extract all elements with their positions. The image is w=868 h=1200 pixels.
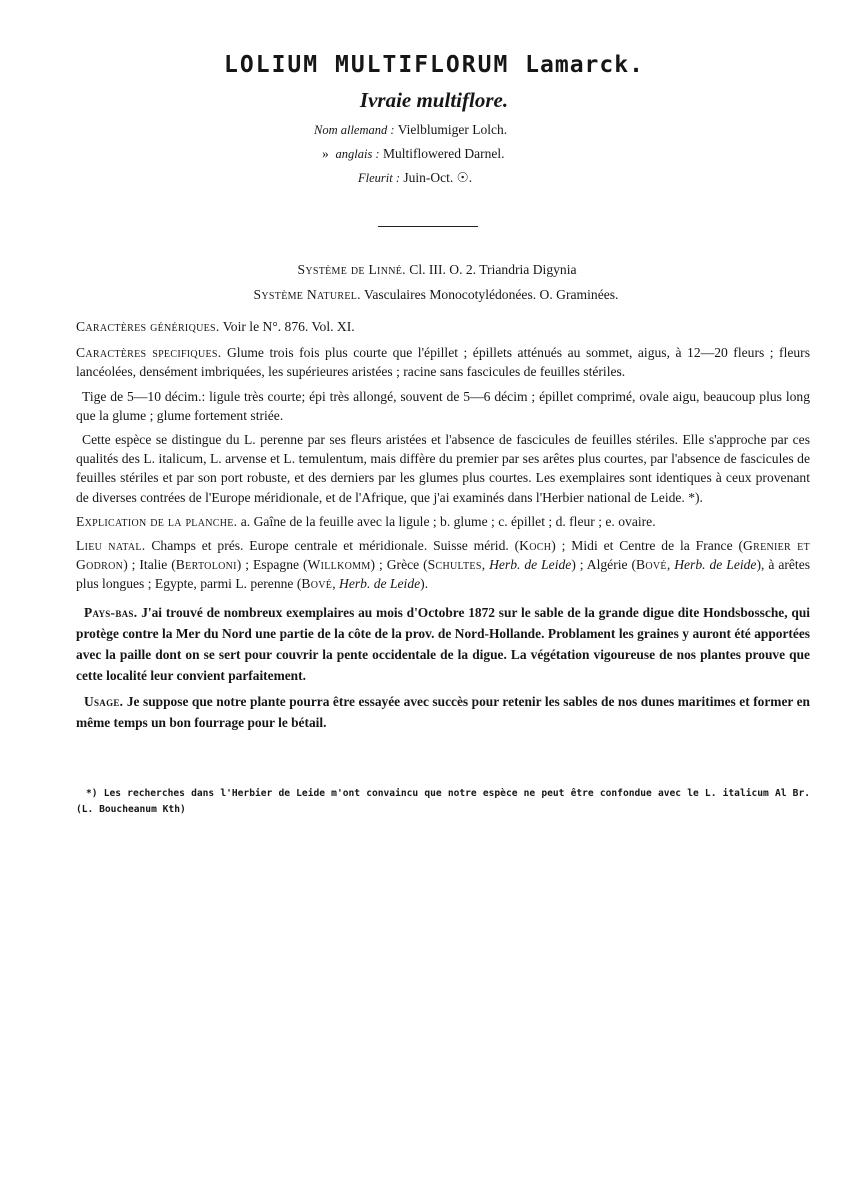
- footnote: *) Les recherches dans l'Herbier de Leide m'ont convaincu que notre espèce ne peut être confondue avec le L. italicum Al Br. (L. Boucheanum Kth): [76, 788, 810, 815]
- german-value: Vielblumiger Lolch.: [397, 122, 508, 137]
- generic-text: Voir le N°. 876. Vol. XI.: [222, 319, 355, 334]
- author-koch: Koch: [519, 538, 552, 554]
- author-bertoloni: Bertoloni: [175, 557, 237, 573]
- distinction-paragraph: Cette espèce se distingue du L. perenne par ses fleurs aristées et l'absence de fascicules de feuilles stériles. Elle s'approche par ces qualités des L. italicum, L. arvense et L. temulentum, mais diffère du premier par ses arêtes plus courtes, par l'absence de fascicules de feuilles stériles et par son port robuste, et des derniers par les glumes plus courtes. Les exemplaires sont identiques à ceux provenant de diverses contrées de l'Europe méridionale, et de l'Afrique, que j'ai examinés dans l'Herbier national de Leide. *).: [76, 432, 810, 505]
- habitat-text: ) ; Algérie (: [571, 557, 637, 573]
- habitat-paragraph: Lieu natal. Champs et prés. Europe centrale et méridionale. Suisse mérid. (Koch) ; Midi et Centre de la France (Grenier et Godron) ; Italie (Bertoloni) ; Espagne (Willkomm) ; Grèce (Schultes, Herb. de Leide) ; Algérie (Bové, Herb. de Leide), à arêtes plus longues ; Egypte, parmi L. perenne (Bové, Herb. de Leide).: [76, 538, 811, 592]
- author-bove: Bové: [301, 576, 333, 592]
- habitat-text: ) ; Grèce (: [370, 557, 428, 573]
- plate-label: Explication de la planche.: [76, 513, 238, 529]
- habitat-text: ).: [420, 576, 429, 592]
- english-value: Multiflowered Darnel.: [382, 146, 505, 161]
- plate-explanation-paragraph: [76, 512, 810, 531]
- specific-characters-paragraph: [76, 343, 810, 381]
- paysbas-label: Pays-bas.: [84, 604, 138, 620]
- herbarium-ref: Herb. de Leide: [489, 557, 572, 573]
- linne-system-line: [0, 262, 868, 278]
- species-title: [0, 52, 868, 78]
- english-label: anglais :: [335, 147, 380, 161]
- flowering-value: Juin-Oct. ☉.: [403, 170, 473, 185]
- usage-text: Je suppose que notre plante pourra être essayée avec succès pour retenir les sables de nos dunes maritimes et former en même temps un bon fourrage pour le bétail.: [76, 693, 810, 730]
- natural-system-line: [0, 287, 868, 303]
- english-name-row: [312, 142, 507, 166]
- specific-text: Glume trois fois plus courte que l'épillet ; épillets atténués au sommet, aigus, à 12—20 fleurs ; fleurs lancéolées, densément imbriquées, les supérieures aristées ; racine sans fascicules de feuilles stériles.: [76, 345, 811, 380]
- ditto-mark: »: [322, 146, 329, 161]
- author-schultes: Schultes: [427, 557, 482, 573]
- paysbas-paragraph: [76, 602, 810, 686]
- linne-value: Cl. III. O. 2. Triandria Digynia: [409, 262, 577, 277]
- linne-label: Système de Linné.: [297, 262, 406, 277]
- generic-characters-paragraph: [76, 317, 810, 336]
- paysbas-text: J'ai trouvé de nombreux exemplaires au mois d'Octobre 1872 sur le sable de la grande digue dite Hondsbossche, qui protège contre la Mer du Nord une partie de la côte de la prov. de Nord-Hollande. Problament les graines y auront été apportées avec la paille dont on se sert pour couvrir la pente occidentale de la digue. La végétation vigoureuse de nos plantes prouve que cette localité leur convient parfaitement.: [76, 604, 810, 683]
- usage-paragraph: [76, 691, 810, 733]
- divider-rule: [378, 226, 478, 227]
- natural-label: Système Naturel.: [253, 287, 361, 302]
- habitat-text: ) ; Italie (: [123, 557, 176, 573]
- german-name-row: [312, 118, 507, 142]
- generic-label: Caractères génériques.: [76, 319, 220, 334]
- common-name: Ivraie multiflore.: [359, 88, 509, 112]
- species-name: LOLIUM MULTIFLORUM: [224, 52, 510, 78]
- flowering-label: Fleurit :: [358, 171, 401, 185]
- habitat-text: ) ; Espagne (: [236, 557, 308, 573]
- stem-paragraph: Tige de 5—10 décim.: ligule très courte; épi très allongé, souvent de 5—6 décim ; épillet comprimé, ovale aigu, beaucoup plus long que la glume ; glume fortement striée.: [76, 388, 810, 423]
- habitat-text: ), à arêtes plus longues ; Egypte, parmi L. perenne (: [76, 557, 811, 592]
- description-body: [76, 317, 810, 738]
- specific-label: Caractères specifiques.: [76, 345, 222, 361]
- bold-notes: [76, 602, 810, 733]
- herbarium-ref: Herb. de Leide: [674, 557, 757, 573]
- natural-value: Vasculaires Monocotylédonées. O. Graminées.: [364, 287, 619, 302]
- habitat-text: ) ; Midi et Centre de la France (: [551, 538, 743, 554]
- herbarium-ref: Herb. de Leide: [339, 576, 421, 592]
- author-bove: Bové: [636, 557, 667, 573]
- usage-label: Usage.: [84, 693, 124, 709]
- author-willkomm: Willkomm: [307, 557, 371, 573]
- author-grenier-godron: Grenier et Godron: [76, 538, 810, 573]
- plate-text: a. Gaîne de la feuille avec la ligule ; b. glume ; c. épillet ; d. fleur ; e. ovaire.: [240, 513, 656, 529]
- habitat-label: Lieu natal.: [76, 538, 146, 554]
- vernacular-names: [312, 118, 507, 190]
- flowering-row: [312, 166, 507, 190]
- habitat-text: Champs et prés. Europe centrale et méridionale. Suisse mérid. (: [151, 538, 520, 554]
- german-label: Nom allemand :: [314, 123, 395, 137]
- species-author: Lamarck.: [525, 52, 644, 78]
